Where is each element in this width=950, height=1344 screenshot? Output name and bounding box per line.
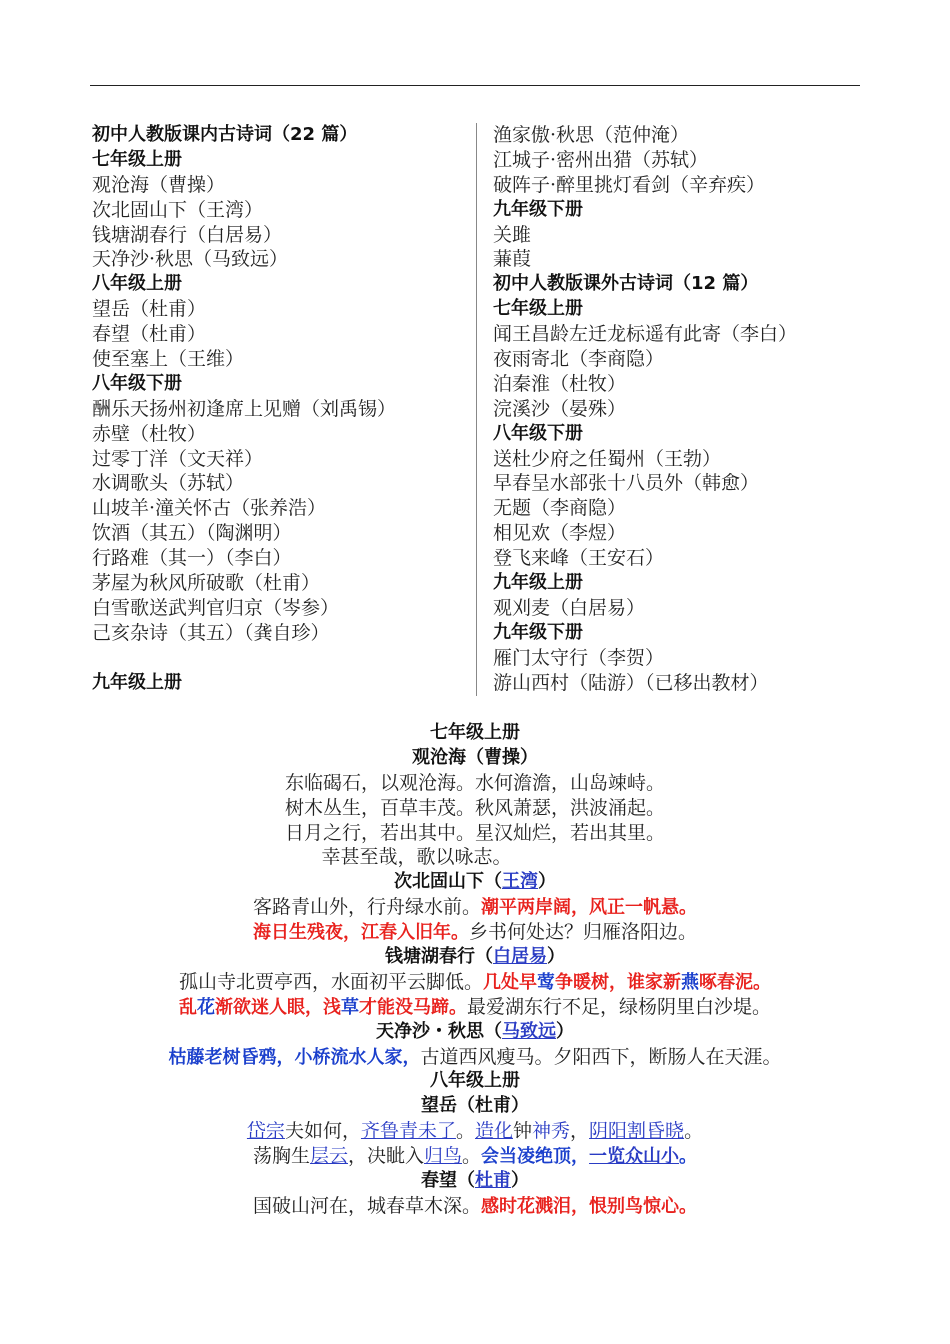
poem-text: 孤山寺北贾亭西，水面初平云脚低。 [178,970,483,993]
toc-item: 春望（杜甫） [92,323,207,346]
poem-line: 东临碣石，以观沧海。水何澹澹，山岛竦峙。 [284,771,665,794]
poem-title-text: ） [547,946,565,968]
poem-text: 国破山河在，城春草木深。 [252,1194,481,1217]
poem-text: 最爱湖东行不足，绿杨阴里白沙堤。 [466,995,771,1018]
highlight-red: 感时花溅泪，恨别鸟惊心。 [481,1195,697,1217]
poem-text: 。 [462,1145,482,1168]
toc-item: 使至塞上（王维） [92,348,245,371]
author-link[interactable]: 王湾 [502,871,538,893]
toc-item: 白雪歌送武判官归京（岑参） [92,596,340,619]
toc-heading: 七年级上册 [92,148,182,170]
toc-heading: 八年级下册 [92,372,182,394]
annotation-text: 神秀 [532,1120,571,1143]
poem-line: 幸甚至哉，歌以咏志。 [321,846,512,869]
toc-left-column [92,123,467,695]
toc-item: 夜雨寄北（李商隐） [493,348,665,371]
poem-text: 。 [684,1120,704,1143]
poem-title [0,945,950,970]
poem-text: 古道西风瘦马。夕阳西下，断肠人在天涯。 [420,1045,782,1068]
toc-heading: 初中人教版课内古诗词（22 篇） [92,124,358,145]
toc-item: 游山西村（陆游）（已移出教材） [493,671,769,694]
poem-title-text: ） [511,1170,529,1192]
highlight-blue: 。 [679,1146,698,1168]
toc-item: 登飞来峰（王安石） [493,547,665,570]
annotation-link[interactable]: 归鸟 [424,1145,463,1168]
toc-item: 早春呈水部张十八员外（韩愈） [493,472,760,495]
poem-text: 夫如何， [284,1120,361,1143]
toc-heading: 九年级上册 [92,671,182,693]
poem-text: 客路青山外，行舟绿水前。 [252,896,481,919]
poem-text: ， [570,1120,590,1143]
toc-item: 蒹葭 [493,248,532,271]
poem-text: 。 [455,1120,475,1143]
toc-item: 观刈麦（白居易） [493,596,646,619]
toc-heading: 初中人教版课外古诗词（12 篇） [493,273,759,295]
toc-item: 江城子·密州出猎（苏轼） [493,148,709,171]
highlight-red: 才能没马蹄。 [358,996,467,1018]
toc-item: 过零丁洋（文天祥） [92,447,264,470]
poem-line [0,970,950,995]
annotation-link[interactable]: 造化 [474,1120,513,1143]
toc-item: 赤壁（杜牧） [92,422,207,445]
header-rule [90,85,860,86]
toc-heading: 七年级上册 [493,298,583,320]
toc-heading: 九年级下册 [493,198,583,220]
highlight-red: 潮平两岸阔，风正一帆悬。 [481,897,697,919]
toc-item: 相见欢（李煜） [493,522,627,545]
annotation-link[interactable]: 岱宗 [246,1120,285,1143]
poem-text: 钟 [513,1120,533,1143]
author-link[interactable]: 杜甫 [475,1170,511,1192]
poem-title [0,1169,950,1194]
toc-item: 水调歌头（苏轼） [92,472,245,495]
toc-item: 浣溪沙（晏殊） [493,397,627,420]
toc-heading: 九年级下册 [493,621,583,643]
toc-item: 山坡羊·潼关怀古（张养浩） [92,497,327,520]
highlight-blue: 花 [196,996,215,1018]
poem-title-text: 钱塘湖春行（ [385,946,493,968]
toc-item: 饮酒（其五）（陶渊明） [92,522,292,545]
highlight-red: 啄春泥。 [699,971,771,993]
poem-section [0,721,950,1219]
poem-text: 乡书何处达？归雁洛阳边。 [468,921,697,944]
column-divider [476,123,477,696]
grade-heading: 七年级上册 [430,722,520,743]
highlight-red: 渐欲迷人眼，浅 [214,996,341,1018]
toc-heading: 八年级下册 [493,422,583,444]
poem-title: 观沧海（曹操） [412,746,538,768]
poem-title-text: ） [538,871,556,893]
highlight-blue: 会当凌绝顶， [481,1146,590,1168]
annotation-link[interactable]: 齐鲁青未了 [360,1120,456,1143]
poem-line: 树木丛生，百草丰茂。秋风萧瑟，洪波涌起。 [284,796,665,819]
toc-item: 破阵子·醉里挑灯看剑（辛弃疾） [493,173,766,196]
toc-item: 天净沙·秋思（马致远） [92,248,289,271]
toc-item: 钱塘湖春行（白居易） [92,223,283,246]
poem-line [0,1194,950,1219]
toc-heading: 八年级上册 [92,273,182,295]
annotation-link[interactable]: 阴阳割昏晓 [589,1120,685,1143]
poem-text: 荡胸生 [252,1145,310,1168]
annotation-link[interactable]: 层云 [309,1145,348,1168]
poem-title-text: 春望（ [421,1170,475,1192]
toc-item: 闻王昌龄左迁龙标遥有此寄（李白） [493,323,798,346]
author-link[interactable]: 白居易 [493,946,547,968]
author-link[interactable]: 马致远 [502,1020,556,1042]
highlight-blue: 草 [340,996,359,1018]
poem-line [0,1045,950,1070]
toc-item: 己亥杂诗（其五）（龚自珍） [92,621,330,644]
highlight-blue: 枯藤老树昏鸦，小桥流水人家， [168,1046,421,1068]
toc-item: 望岳（杜甫） [92,298,207,321]
grade-heading: 八年级上册 [430,1070,520,1092]
toc-item: 行路难（其一）（李白） [92,547,292,570]
poem-line: 日月之行，若出其中。星汉灿烂，若出其里。 [284,821,665,844]
poem-line [0,895,950,920]
highlight-red: 乱 [178,996,197,1018]
toc-item: 茅屋为秋风所破歌（杜甫） [92,572,321,595]
annotation-link[interactable]: 一览众山小 [589,1146,680,1168]
toc-item: 次北固山下（王湾） [92,198,264,221]
toc-item: 泊秦淮（杜牧） [493,372,627,395]
poem-title: 望岳（杜甫） [421,1095,529,1117]
highlight-red: 海日生残夜，江春入旧年。 [252,922,469,944]
poem-line [0,995,950,1020]
poem-title-text: ） [556,1020,574,1042]
toc-item: 雁门太守行（李贺） [493,646,665,669]
toc-right-column [493,123,853,695]
poem-line [0,1144,950,1169]
poem-line [0,1119,950,1144]
highlight-red: 争暖树，谁家新 [555,971,681,993]
toc-item: 渔家傲·秋思（范仲淹） [493,124,690,146]
poem-title-text: 次北固山下（ [394,871,502,893]
toc-item: 送杜少府之任蜀州（王勃） [493,447,722,470]
highlight-red: 几处早 [483,971,537,993]
toc-item: 无题（李商隐） [493,497,627,520]
highlight-blue: 燕 [681,971,699,993]
poem-title [0,870,950,895]
highlight-blue: 莺 [537,971,555,993]
poem-title [0,1020,950,1045]
toc-spacer [92,646,467,671]
toc-heading: 九年级上册 [493,572,583,594]
toc-item: 酬乐天扬州初逢席上见赠（刘禹锡） [92,397,397,420]
poem-title-text: 天净沙・秋思（ [376,1020,502,1042]
poem-text: ，决眦入 [347,1145,424,1168]
poem-line [0,920,950,945]
toc-item: 关雎 [493,223,532,246]
toc-item: 观沧海（曹操） [92,173,226,196]
